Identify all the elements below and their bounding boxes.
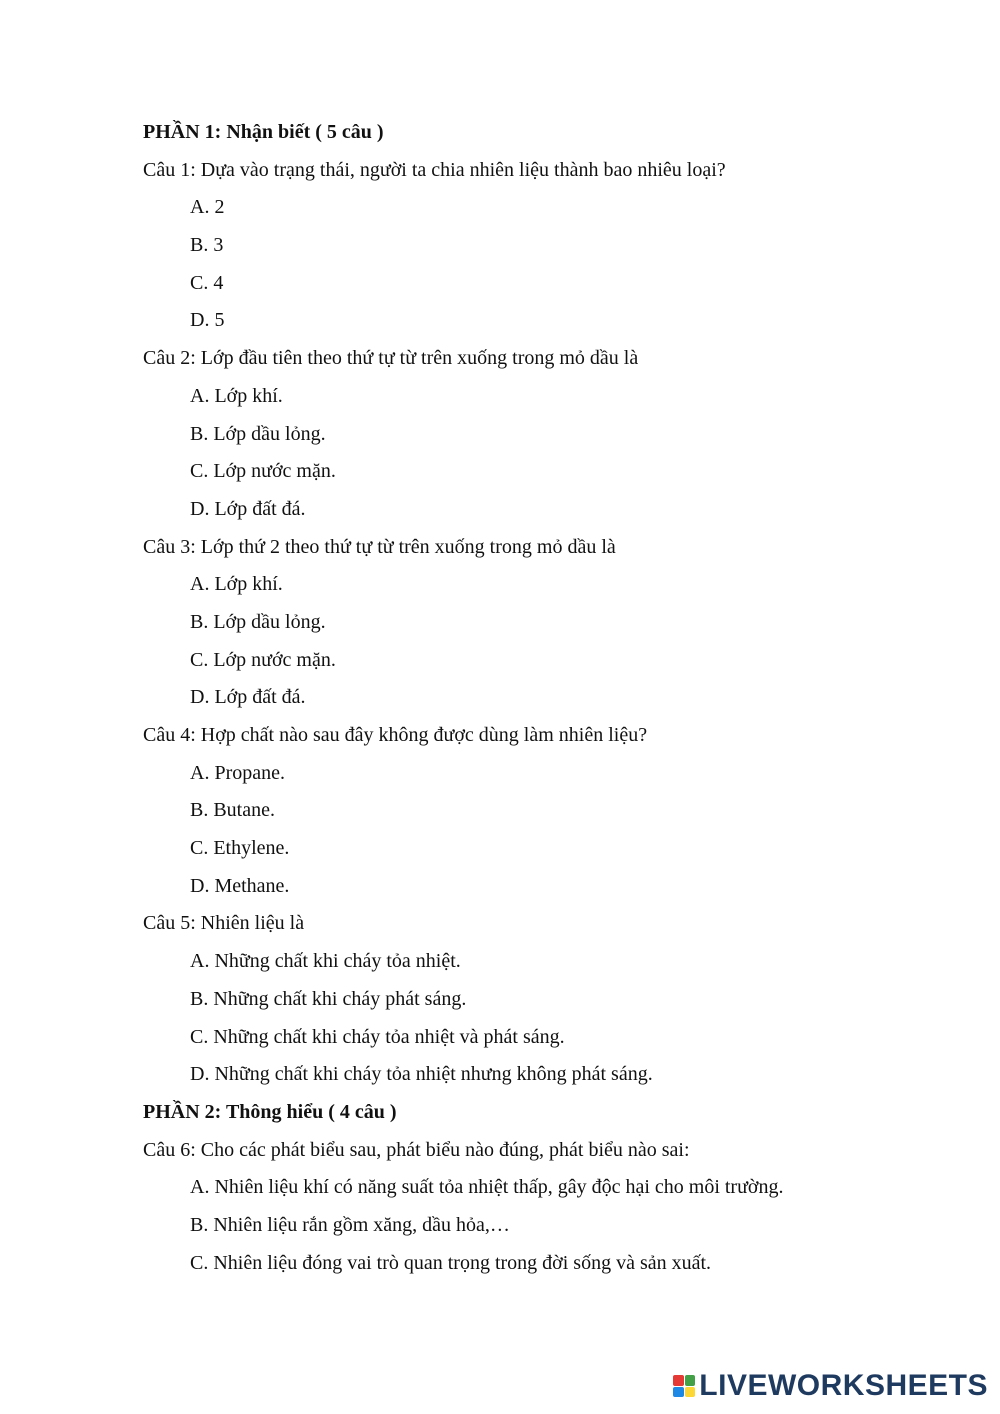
question-3-option-b: B. Lớp dầu lỏng. bbox=[190, 610, 326, 633]
question-2-option-b: B. Lớp dầu lỏng. bbox=[190, 422, 326, 445]
question-2-option-d: D. Lớp đất đá. bbox=[190, 497, 306, 520]
question-1-option-c: C. 4 bbox=[190, 271, 224, 294]
question-2-option-a: A. Lớp khí. bbox=[190, 384, 283, 407]
question-6-statement-c: C. Nhiên liệu đóng vai trò quan trọng trong đời sống và sản xuất. bbox=[190, 1251, 712, 1274]
worksheet-document bbox=[143, 116, 973, 1284]
question-3-option-a: A. Lớp khí. bbox=[190, 573, 283, 596]
mark-tile-1 bbox=[673, 1375, 684, 1386]
question-5-option-b: B. Những chất khi cháy phát sáng. bbox=[190, 987, 467, 1010]
question-6-stem: Câu 6: Cho các phát biểu sau, phát biểu nào đúng, phát biểu nào sai: bbox=[143, 1138, 690, 1161]
section-2-title: PHẦN 2: Thông hiểu ( 4 câu ) bbox=[143, 1100, 397, 1123]
question-3-option-c: C. Lớp nước mặn. bbox=[190, 648, 336, 671]
question-4-stem: Câu 4: Hợp chất nào sau đây không được dùng làm nhiên liệu? bbox=[143, 724, 648, 746]
question-5-stem: Câu 5: Nhiên liệu là bbox=[143, 912, 305, 935]
question-2-stem: Câu 2: Lớp đầu tiên theo thứ tự từ trên xuống trong mỏ dầu là bbox=[143, 347, 639, 370]
question-1-option-a: A. 2 bbox=[190, 196, 225, 219]
liveworksheets-mark-icon bbox=[673, 1375, 695, 1397]
section-1-title: PHẦN 1: Nhận biết ( 5 câu ) bbox=[143, 121, 384, 143]
question-4-option-b: B. Butane. bbox=[190, 799, 275, 822]
question-1-stem: Câu 1: Dựa vào trạng thái, người ta chia nhiên liệu thành bao nhiêu loại? bbox=[143, 158, 726, 181]
question-3-stem: Câu 3: Lớp thứ 2 theo thứ tự từ trên xuống trong mỏ dầu là bbox=[143, 535, 616, 558]
question-6-statement-a: A. Nhiên liệu khí có năng suất tỏa nhiệt thấp, gây độc hại cho môi trường. bbox=[190, 1176, 784, 1199]
liveworksheets-logo bbox=[673, 1368, 988, 1404]
liveworksheets-wordmark: LIVEWORKSHEETS bbox=[699, 1369, 988, 1402]
mark-tile-2 bbox=[685, 1375, 696, 1386]
question-6-statement-b: B. Nhiên liệu rắn gồm xăng, dầu hỏa,… bbox=[190, 1213, 510, 1236]
question-5-option-a: A. Những chất khi cháy tỏa nhiệt. bbox=[190, 950, 461, 973]
mark-tile-4 bbox=[685, 1387, 696, 1398]
question-5-option-d: D. Những chất khi cháy tỏa nhiệt nhưng không phát sáng. bbox=[190, 1063, 653, 1086]
question-4-option-d: D. Methane. bbox=[190, 874, 290, 897]
mark-tile-3 bbox=[673, 1387, 684, 1398]
question-4-option-c: C. Ethylene. bbox=[190, 837, 290, 860]
question-1-option-d: D. 5 bbox=[190, 309, 225, 332]
question-3-option-d: D. Lớp đất đá. bbox=[190, 686, 306, 709]
question-1-option-b: B. 3 bbox=[190, 234, 224, 257]
question-4-option-a: A. Propane. bbox=[190, 761, 285, 784]
question-2-option-c: C. Lớp nước mặn. bbox=[190, 460, 336, 483]
question-5-option-c: C. Những chất khi cháy tỏa nhiệt và phát sáng. bbox=[190, 1025, 565, 1048]
